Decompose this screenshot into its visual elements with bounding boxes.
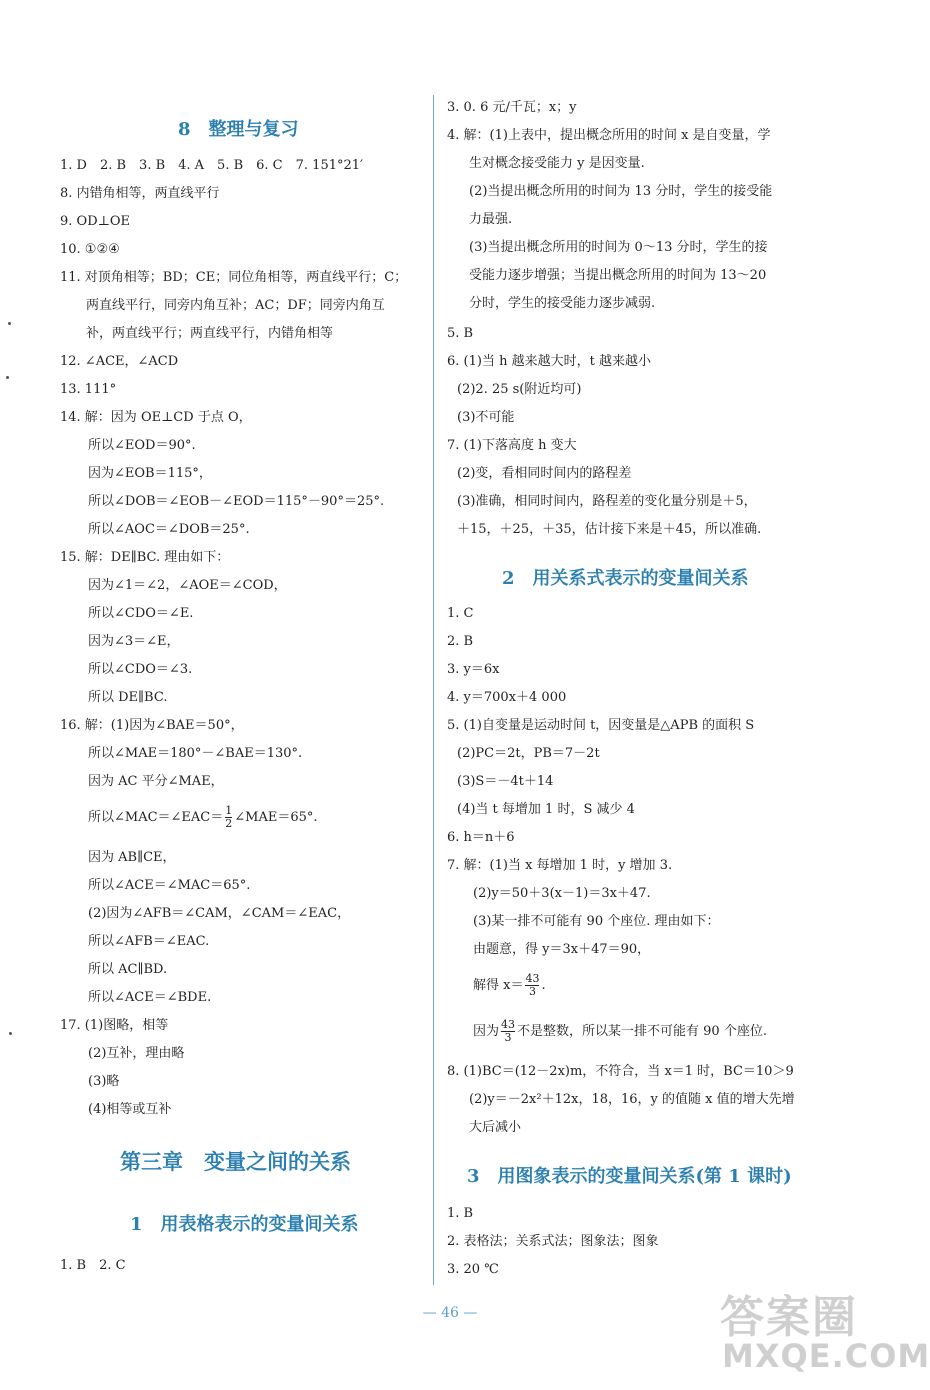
answer-line: 12. ∠ACE，∠ACD: [60, 354, 179, 369]
answer-line: 7. (1)下落高度 h 变大: [447, 438, 577, 453]
answer-line: 所以∠ACE＝∠BDE.: [88, 990, 212, 1005]
answer-line: (4)相等或互补: [88, 1102, 172, 1117]
answer-line: 所以 AC∥BD.: [88, 962, 168, 977]
answer-line: 10. ①②④: [60, 242, 120, 257]
answer-line: 2. 表格法；关系式法；图象法；图象: [447, 1234, 659, 1249]
answer-line: 所以 DE∥BC.: [88, 690, 168, 705]
answer-line: 5. (1)自变量是运动时间 t，因变量是△APB 的面积 S: [447, 718, 755, 733]
answer-line: 1. C: [447, 606, 474, 621]
answer-line: 17. (1)图略，相等: [60, 1018, 169, 1033]
answer-line: 因为∠EOB＝115°，: [88, 466, 212, 481]
answer-line: (3)当提出概念所用的时间为 0～13 分时，学生的接: [469, 240, 768, 255]
answer-line: (3)某一排不可能有 90 个座位. 理由如下：: [473, 914, 720, 929]
answer-line: 16. 解：(1)因为∠BAE＝50°，: [60, 718, 244, 733]
answer-line: 分时，学生的接受能力逐步减弱.: [469, 296, 656, 311]
answer-line: 1. D 2. B 3. B 4. A 5. B 6. C 7. 151°21′: [60, 158, 363, 173]
answer-line: (2)y＝－2x²＋12x，18，16，y 的值随 x 值的增大先增: [469, 1092, 795, 1107]
fraction-text-post: ∠MAE＝65°.: [234, 810, 318, 825]
answer-line: 5. B: [447, 326, 474, 341]
page-number: — 46 —: [422, 1305, 478, 1321]
fraction-denominator: 3: [501, 1031, 515, 1044]
answer-line: 所以∠DOB＝∠EOB－∠EOD＝115°－90°＝25°.: [88, 494, 385, 509]
answer-line: 由题意，得 y＝3x＋47＝90，: [473, 942, 651, 957]
answer-line: 8. (1)BC＝(12－2x)m，不符合，当 x＝1 时，BC＝10＞9: [447, 1064, 794, 1079]
answer-line: 所以∠AFB＝∠EAC.: [88, 934, 210, 949]
answer-line-fraction: [473, 1018, 767, 1046]
watermark-logo: [720, 1281, 930, 1376]
fraction-denominator: 3: [525, 985, 539, 998]
answer-line: 7. 解：(1)当 x 每增加 1 时，y 增加 3.: [447, 858, 673, 873]
fraction-text-post: .: [541, 978, 546, 993]
fraction-numerator: 43: [501, 1018, 516, 1031]
scan-speck: [9, 1032, 12, 1035]
answer-line: 所以∠CDO＝∠E.: [88, 606, 194, 621]
answer-line: 因为∠1＝∠2，∠AOE＝∠COD，: [88, 578, 287, 593]
answer-line: 6. (1)当 h 越来越大时，t 越来越小: [447, 354, 651, 369]
answer-line: 所以∠MAE＝180°－∠BAE＝130°.: [88, 746, 303, 761]
answer-line-fraction: [88, 804, 318, 832]
watermark-text: 答案圈: [720, 1292, 858, 1343]
fraction: [525, 973, 539, 998]
answer-line: 补，两直线平行；两直线平行，内错角相等: [86, 326, 334, 341]
fraction-text-pre: 所以∠MAC＝∠EAC＝: [88, 810, 224, 825]
answer-line: 因为∠3＝∠E，: [88, 634, 180, 649]
answer-line: 6. h＝n＋6: [447, 830, 515, 845]
answer-line: 力最强.: [469, 212, 513, 227]
section-title-review: 8 整理与复习: [178, 119, 299, 140]
answer-line: 3. 20 ℃: [447, 1262, 499, 1277]
answer-line: 所以∠CDO＝∠3.: [88, 662, 193, 677]
answer-line: (2)因为∠AFB＝∠CAM，∠CAM＝∠EAC，: [88, 906, 351, 921]
answer-line: (2)变，看相同时间内的路程差: [457, 466, 632, 481]
watermark-url: MXQE.COM: [722, 1337, 930, 1375]
answer-line: 2. B: [447, 634, 474, 649]
answer-line: 9. OD⊥OE: [60, 214, 130, 229]
answer-line: ＋15，＋25，＋35，估计接下来是＋45，所以准确.: [457, 522, 762, 537]
answer-line: 4. 解：(1)上表中，提出概念所用的时间 x 是自变量，学: [447, 128, 771, 143]
section-title-tables: 1 用表格表示的变量间关系: [130, 1214, 359, 1235]
answer-line: 11. 对顶角相等；BD；CE；同位角相等，两直线平行；C；: [60, 270, 408, 285]
answer-line: 受能力逐步增强；当提出概念所用的时间为 13～20: [469, 268, 767, 283]
answer-line-fraction: [473, 972, 546, 1000]
fraction-text-pre: 解得 x＝: [473, 978, 524, 993]
answer-line: 13. 111°: [60, 382, 117, 397]
answer-line: 所以∠ACE＝∠MAC＝65°.: [88, 878, 251, 893]
column-divider: [433, 95, 434, 1285]
answer-line: 8. 内错角相等，两直线平行: [60, 186, 220, 201]
fraction-text-pre: 因为: [473, 1024, 500, 1039]
answer-line: 15. 解：DE∥BC. 理由如下：: [60, 550, 230, 565]
fraction-text-post: 不是整数，所以某一排不可能有 90 个座位.: [517, 1024, 767, 1039]
answer-line: (2)PC＝2t，PB＝7－2t: [457, 746, 600, 761]
answer-line: (2)2. 25 s(附近均可): [457, 382, 582, 397]
fraction-numerator: 43: [525, 972, 540, 985]
answer-line: 1. B: [447, 1206, 474, 1221]
answer-line: 因为 AC 平分∠MAE，: [88, 774, 224, 789]
answer-line: 大后减小: [469, 1120, 522, 1135]
answer-line: 3. 0. 6 元/千瓦；x；y: [447, 100, 577, 115]
fraction: [225, 805, 232, 830]
answer-line: 14. 解：因为 OE⊥CD 于点 O，: [60, 410, 252, 425]
answer-line: (3)不可能: [457, 410, 515, 425]
answer-line: 所以∠AOC＝∠DOB＝25°.: [88, 522, 250, 537]
section-title-formulas: 2 用关系式表示的变量间关系: [502, 568, 749, 589]
section-title-graphs: 3 用图象表示的变量间关系(第 1 课时): [467, 1166, 792, 1187]
answer-line: 1. B 2. C: [60, 1258, 126, 1273]
fraction-numerator: 1: [225, 804, 233, 817]
answer-line: 因为 AB∥CE，: [88, 850, 176, 865]
answer-line: (3)略: [88, 1074, 120, 1089]
answer-line: 生对概念接受能力 y 是因变量.: [469, 156, 645, 171]
answer-line: (2)互补，理由略: [88, 1046, 185, 1061]
chapter-title: 第三章 变量之间的关系: [120, 1149, 351, 1174]
answer-line: (3)S＝－4t＋14: [457, 774, 554, 789]
answer-line: 4. y＝700x＋4 000: [447, 690, 567, 705]
fraction: [501, 1019, 515, 1044]
answer-line: 3. y＝6x: [447, 662, 500, 677]
answer-line: 两直线平行，同旁内角互补；AC；DF；同旁内角互: [86, 298, 385, 313]
answer-line: (4)当 t 每增加 1 时，S 减少 4: [457, 802, 635, 817]
answer-line: 所以∠EOD＝90°.: [88, 438, 196, 453]
scan-speck: [8, 322, 11, 325]
scan-speck: [6, 376, 9, 379]
answer-line: (3)准确，相同时间内，路程差的变化量分别是＋5，: [457, 494, 757, 509]
answer-line: (2)当提出概念所用的时间为 13 分时，学生的接受能: [469, 184, 773, 199]
fraction-denominator: 2: [225, 817, 233, 830]
answer-line: (2)y＝50＋3(x－1)＝3x＋47.: [473, 886, 651, 901]
